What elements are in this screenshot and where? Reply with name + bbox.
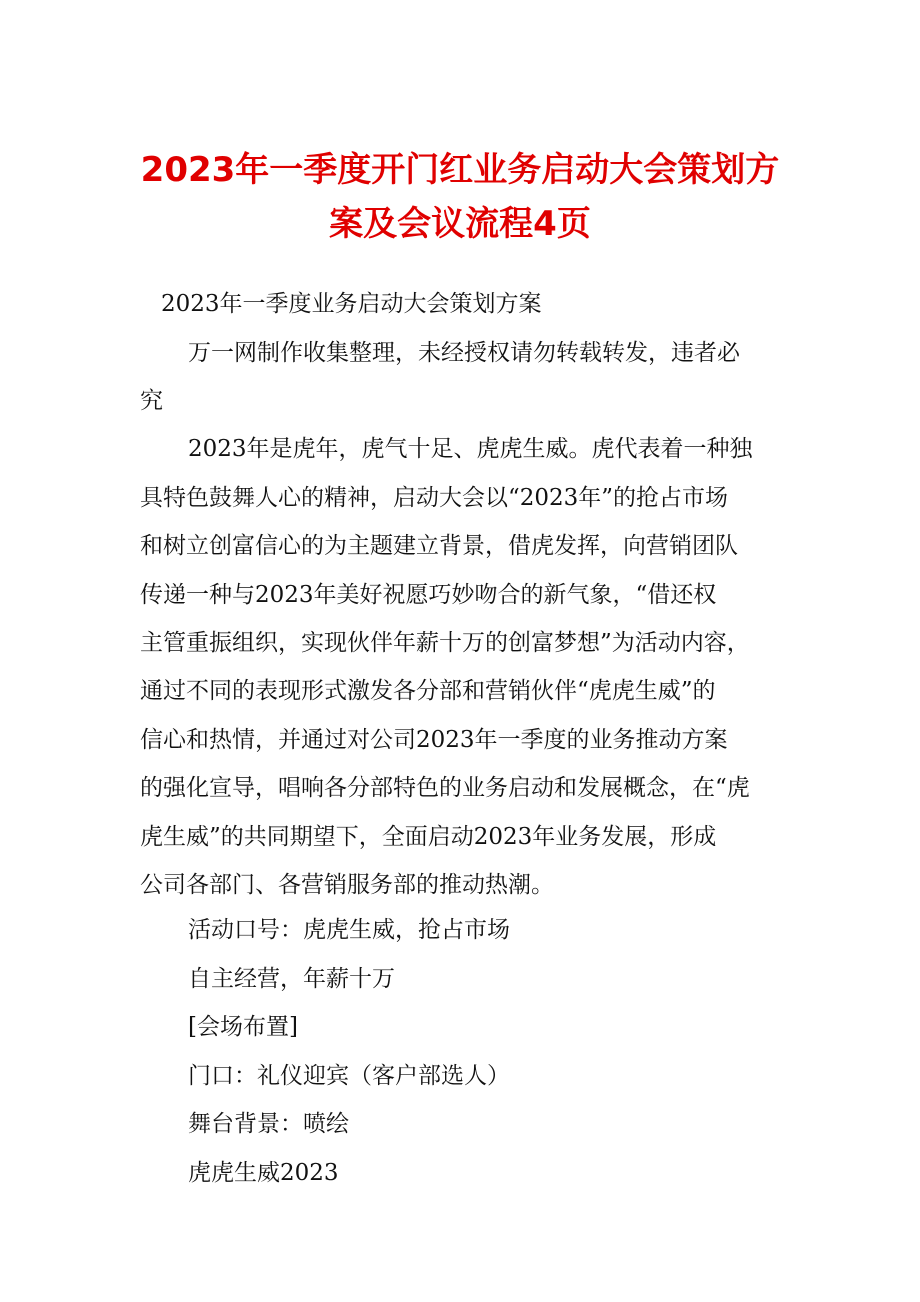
slogan-line-1: 活动口号：虎虎生威，抢占市场 xyxy=(188,917,510,943)
notice-line-2: 究 xyxy=(140,388,163,414)
body-line-3: 和树立创富信心的为主题建立背景，借虎发挥，向营销团队 xyxy=(140,533,738,559)
slogan-line-2: 自主经营，年薪十万 xyxy=(188,966,395,992)
notice-line-1: 万一网制作收集整理，未经授权请勿转载转发，违者必 xyxy=(188,340,740,366)
document-title-line-1: 2023年一季度开门红业务启动大会策划方 xyxy=(140,150,780,190)
subtitle: 2023年一季度业务启动大会策划方案 xyxy=(161,291,542,317)
body-line-5: 主管重振组织，实现伙伴年薪十万的创富梦想”为活动内容， xyxy=(140,630,750,656)
body-line-7: 信心和热情，并通过对公司2023年一季度的业务推动方案 xyxy=(140,727,728,753)
body-line-9: 虎生威”的共同期望下，全面启动2023年业务发展，形成 xyxy=(140,824,717,850)
venue-entrance: 门口：礼仪迎宾（客户部选人） xyxy=(188,1063,510,1089)
venue-stage-background: 舞台背景：喷绘 xyxy=(188,1111,349,1137)
body-line-4: 传递一种与2023年美好祝愿巧妙吻合的新气象，“借还权 xyxy=(140,582,717,608)
body-line-8: 的强化宣导，唱响各分部特色的业务启动和发展概念，在“虎 xyxy=(140,775,750,801)
venue-banner-text: 虎虎生威2023 xyxy=(188,1160,339,1186)
body-line-1: 2023年是虎年，虎气十足、虎虎生威。虎代表着一种独 xyxy=(188,436,753,462)
body-line-6: 通过不同的表现形式激发各分部和营销伙伴“虎虎生威”的 xyxy=(140,678,716,704)
body-line-10: 公司各部门、各营销服务部的推动热潮。 xyxy=(140,872,554,898)
body-line-2: 具特色鼓舞人心的精神，启动大会以“2023年”的抢占市场 xyxy=(140,485,729,511)
document-title-line-2: 案及会议流程4页 xyxy=(329,204,591,244)
venue-heading: [会场布置] xyxy=(188,1014,298,1040)
